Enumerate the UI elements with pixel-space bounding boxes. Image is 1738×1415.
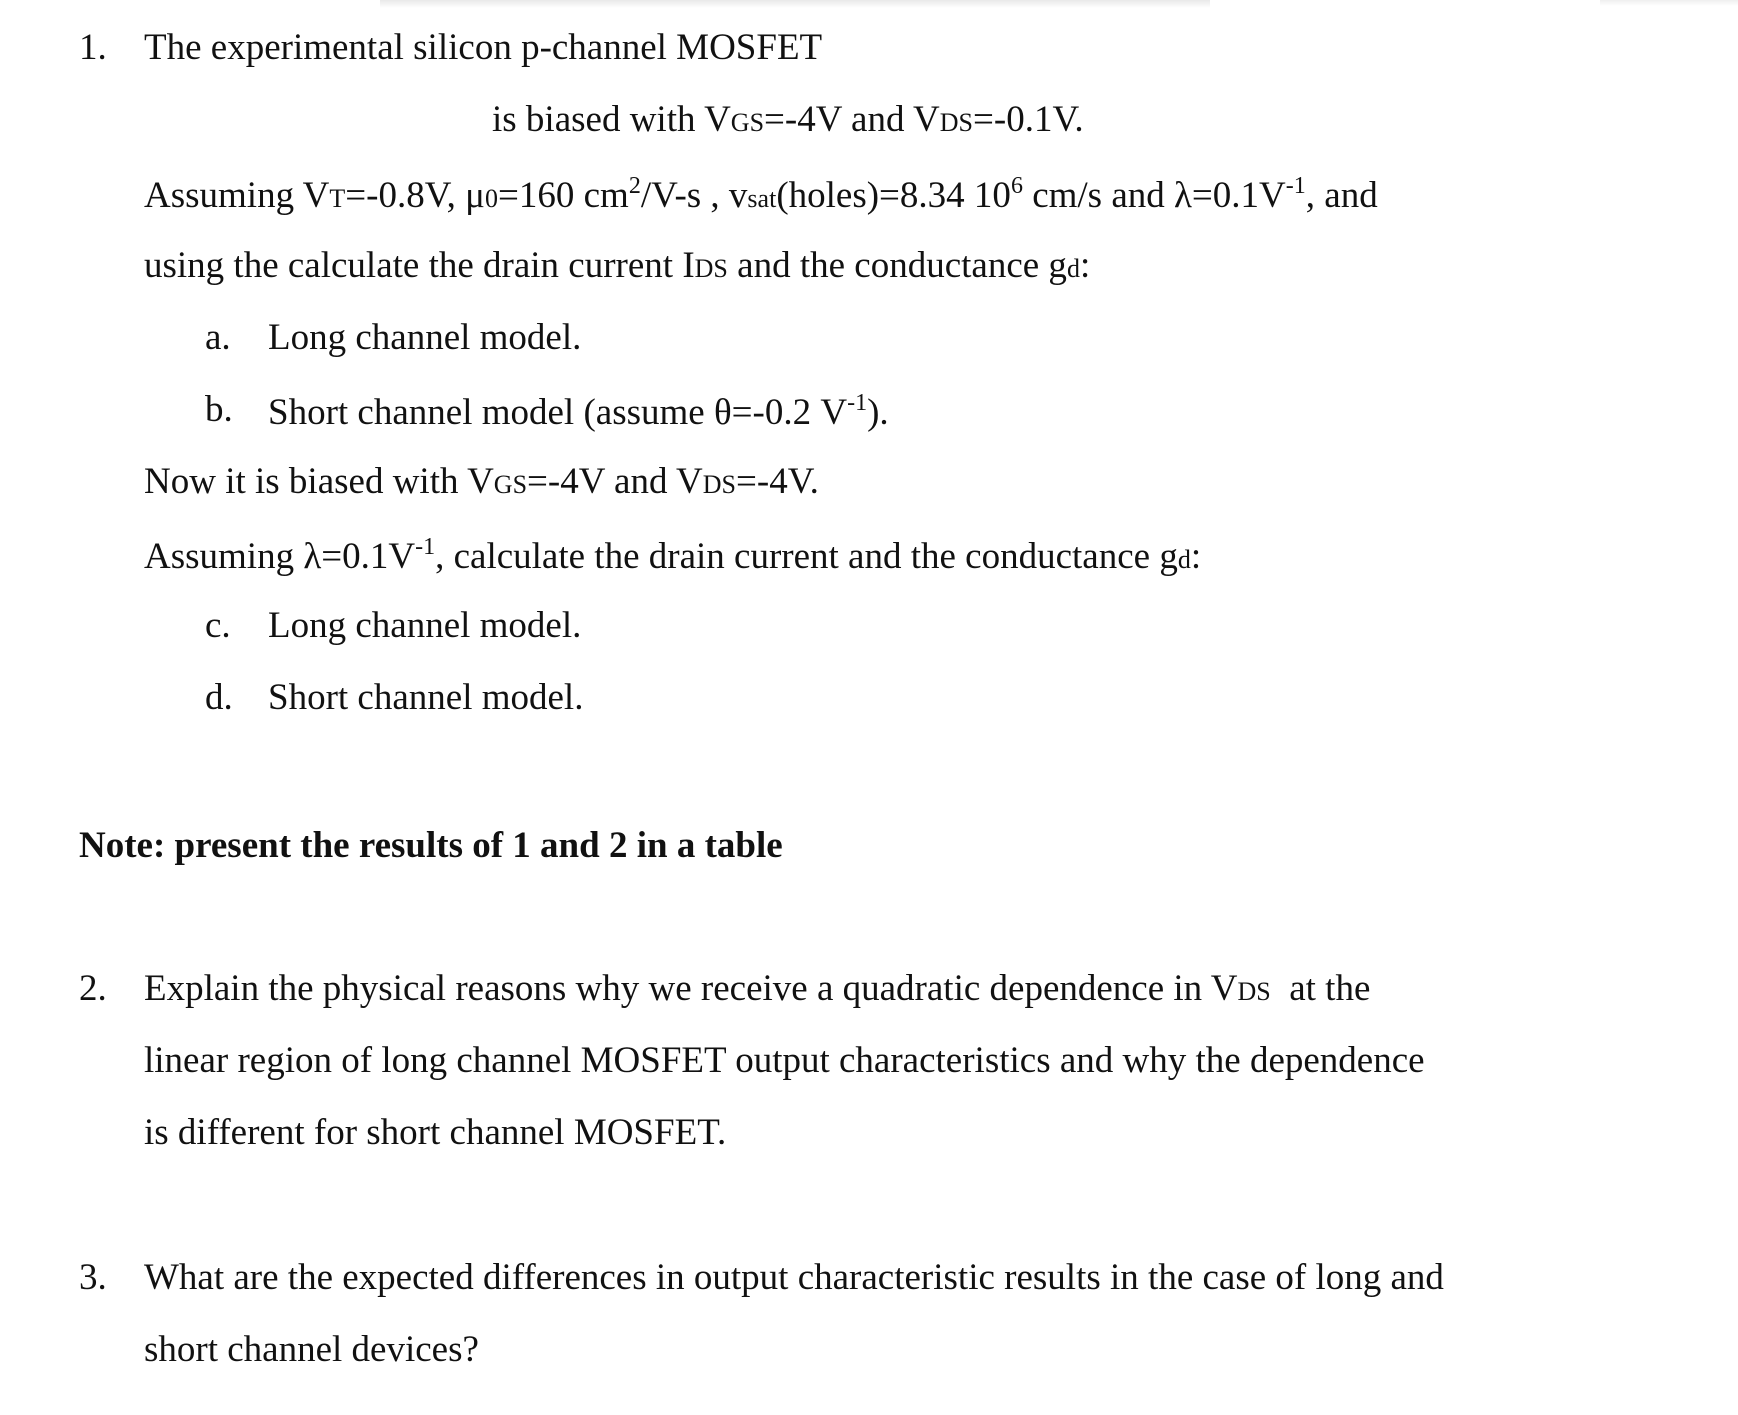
q1-bias2-line: Now it is biased with VGS=-4V and VDS=-4V. (144, 461, 819, 502)
q1-item-d: Short channel model. (268, 677, 584, 718)
q1-item-a-letter: a. (205, 317, 231, 358)
results-note: Note: present the results of 1 and 2 in a table (79, 825, 783, 866)
q1-item-d-letter: d. (205, 677, 233, 718)
q1-assumptions: Assuming VT=-0.8V, μ0=160 $cm^2/V-s$ , vsat(holes)=8.34 $10^6$ cm/s and $\lambda=0.1V^{-1}$, and (144, 173, 1378, 216)
q2-line-1: Explain the physical reasons why we receive a quadratic dependence in VDS at the (144, 968, 1371, 1009)
q1-item-b-letter: b. (205, 389, 233, 430)
q3-number: 3. (79, 1257, 107, 1298)
q1-item-c: Long channel model. (268, 605, 582, 646)
q2-line-2: linear region of long channel MOSFET output characteristics and why the dependence (144, 1040, 1425, 1081)
q3-line-2: short channel devices? (144, 1329, 479, 1370)
q1-number: 1. (79, 27, 107, 68)
q1-title: The experimental silicon p-channel MOSFET (144, 27, 823, 68)
q1-item-a: Long channel model. (268, 317, 582, 358)
scan-shadow-right (1600, 0, 1738, 6)
q1-bias-line: is biased with VGS=-4V and VDS=-0.1V. (492, 99, 1084, 140)
q1-item-b: Short channel model (assume θ=-0.2 $V^{-1}$). (268, 390, 889, 433)
q1-assume2-line: Assuming $\lambda=0.1V^{-1}$, calculate the drain current and the conductance gd: (144, 534, 1202, 577)
q3-line-1: What are the expected differences in output characteristic results in the case of long and (144, 1257, 1444, 1298)
q2-line-3: is different for short channel MOSFET. (144, 1112, 727, 1153)
scan-shadow (380, 0, 1210, 8)
q2-number: 2. (79, 968, 107, 1009)
q1-using-line: using the calculate the drain current IDS and the conductance gd: (144, 245, 1091, 286)
q1-item-c-letter: c. (205, 605, 231, 646)
